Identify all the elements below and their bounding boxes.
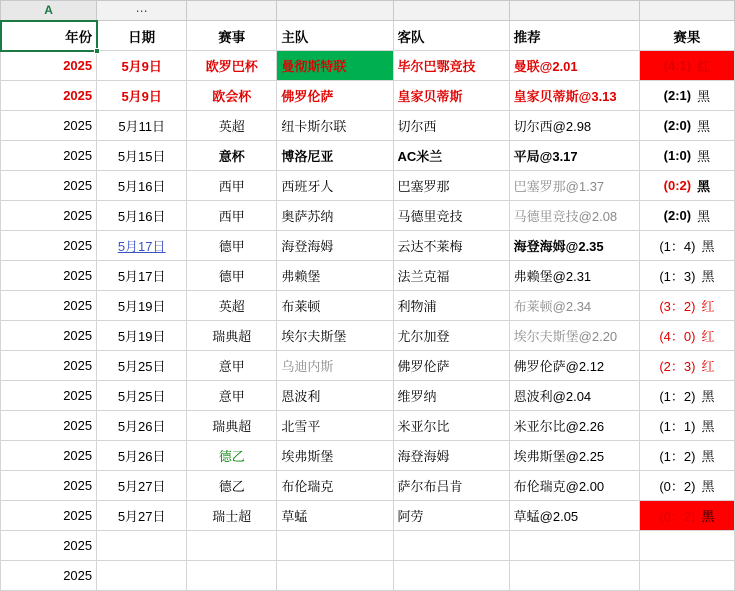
table-row[interactable] [1,381,735,411]
table-row[interactable] [1,231,735,261]
cell-home-team[interactable]: 纽卡斯尔联 [277,111,393,141]
cell-year[interactable]: 2025 [1,501,97,531]
field-header-row [1,21,735,51]
cell-league[interactable]: 德甲 [187,261,277,291]
field-header-a[interactable]: 年份 [1,21,97,51]
cell-away-team[interactable]: AC米兰 [393,141,509,171]
cell-pick[interactable]: 米亚尔比@2.26 [509,411,639,441]
result-score: (1：3) [659,269,696,284]
cell-result[interactable] [639,261,734,291]
cell-year[interactable]: 2025 [1,561,97,591]
cell-home-team[interactable]: 布伦瑞克 [277,471,393,501]
cell-home-team[interactable]: 埃弗斯堡 [277,441,393,471]
table-row[interactable] [1,201,735,231]
cell-away-team[interactable]: 云达不莱梅 [393,231,509,261]
cell-away-team[interactable]: 巴塞罗那 [393,171,509,201]
cell-home-team[interactable]: 佛罗伦萨 [277,81,393,111]
table-row[interactable] [1,291,735,321]
cell-away-team[interactable]: 法兰克福 [393,261,509,291]
cell-year[interactable]: 2025 [1,201,97,231]
cell-year[interactable]: 2025 [1,51,97,81]
cell-league[interactable]: 英超 [187,111,277,141]
column-header-b[interactable]: ⋯ [97,1,187,21]
result-score: (1：2) [659,449,696,464]
cell-result[interactable] [639,561,734,591]
cell-pick[interactable]: 佛罗伦萨@2.12 [509,351,639,381]
cell-away-team[interactable] [393,531,509,561]
result-score: (2:0) [663,118,692,133]
cell-date[interactable]: 5月26日 [97,411,187,441]
cell-away-team[interactable]: 切尔西 [393,111,509,141]
cell-year[interactable]: 2025 [1,351,97,381]
cell-year[interactable]: 2025 [1,261,97,291]
table-row[interactable] [1,561,735,591]
cell-result[interactable] [639,411,734,441]
cell-date[interactable]: 5月11日 [97,111,187,141]
column-header-e[interactable] [393,1,509,21]
cell-pick[interactable]: 曼联@2.01 [509,51,639,81]
result-score: (0：2) [659,479,696,494]
cell-home-team[interactable]: 奥萨苏纳 [277,201,393,231]
cell-home-team[interactable]: 草蜢 [277,501,393,531]
cell-year[interactable]: 2025 [1,441,97,471]
result-outcome: 红 [701,329,715,344]
cell-date[interactable] [97,561,187,591]
cell-year[interactable]: 2025 [1,111,97,141]
cell-home-team[interactable]: 西班牙人 [277,171,393,201]
field-header-e[interactable]: 客队 [393,21,509,51]
cell-date[interactable]: 5月17日 [97,231,187,261]
cell-date[interactable]: 5月9日 [97,81,187,111]
table-row[interactable] [1,411,735,441]
cell-league[interactable] [187,561,277,591]
cell-date[interactable]: 5月15日 [97,141,187,171]
cell-pick[interactable] [509,531,639,561]
cell-selection-handle[interactable] [94,48,100,54]
cell-pick[interactable]: 埃尔夫斯堡@2.20 [509,321,639,351]
cell-away-team[interactable]: 海登海姆 [393,441,509,471]
table-row[interactable] [1,441,735,471]
result-outcome: 黑 [697,89,711,104]
cell-away-team[interactable]: 萨尔布吕肯 [393,471,509,501]
cell-year[interactable]: 2025 [1,321,97,351]
cell-year[interactable]: 2025 [1,231,97,261]
result-outcome: 红 [701,359,715,374]
table-row[interactable] [1,111,735,141]
cell-pick[interactable]: 巴塞罗那@1.37 [509,171,639,201]
result-score: (0:2) [663,178,692,193]
cell-result[interactable] [639,501,734,531]
cell-home-team[interactable]: 布莱顿 [277,291,393,321]
cell-result[interactable] [639,291,734,321]
cell-away-team[interactable]: 毕尔巴鄂竞技 [393,51,509,81]
column-header-d[interactable] [277,1,393,21]
result-outcome: 黑 [701,269,715,284]
cell-pick[interactable]: 恩波利@2.04 [509,381,639,411]
cell-pick[interactable]: 弗赖堡@2.31 [509,261,639,291]
cell-date[interactable]: 5月16日 [97,201,187,231]
column-header-f[interactable] [509,1,639,21]
cell-result[interactable] [639,111,734,141]
cell-date[interactable]: 5月27日 [97,471,187,501]
cell-result[interactable] [639,81,734,111]
field-header-d[interactable]: 主队 [277,21,393,51]
result-outcome: 黑 [701,509,715,524]
table-row[interactable] [1,471,735,501]
cell-year[interactable]: 2025 [1,531,97,561]
cell-pick[interactable]: 平局@3.17 [509,141,639,171]
cell-date[interactable]: 5月19日 [97,321,187,351]
cell-league[interactable]: 欧罗巴杯 [187,51,277,81]
cell-home-team[interactable]: 北雪平 [277,411,393,441]
cell-league[interactable]: 德甲 [187,231,277,261]
result-outcome: 红 [701,299,715,314]
cell-away-team[interactable]: 马德里竞技 [393,201,509,231]
cell-away-team[interactable]: 佛罗伦萨 [393,351,509,381]
cell-league[interactable]: 瑞典超 [187,411,277,441]
cell-year[interactable]: 2025 [1,381,97,411]
result-outcome: 黑 [701,479,715,494]
cell-home-team[interactable]: 埃尔夫斯堡 [277,321,393,351]
result-outcome: 黑 [701,449,715,464]
cell-away-team[interactable]: 阿劳 [393,501,509,531]
cell-league[interactable]: 瑞典超 [187,321,277,351]
column-header-g[interactable] [639,1,734,21]
cell-pick[interactable] [509,561,639,591]
table-row[interactable] [1,531,735,561]
cell-result[interactable] [639,201,734,231]
cell-league[interactable]: 德乙 [187,471,277,501]
cell-home-team[interactable]: 乌迪内斯 [277,351,393,381]
cell-result[interactable] [639,531,734,561]
result-outcome: 黑 [697,119,711,134]
table-row[interactable] [1,321,735,351]
result-score: (1：1) [659,419,696,434]
table-row[interactable] [1,501,735,531]
cell-date[interactable]: 5月19日 [97,291,187,321]
cell-year[interactable]: 2025 [1,411,97,441]
cell-pick[interactable]: 海登海姆@2.35 [509,231,639,261]
result-score: (0：2) [659,509,696,524]
field-header-c[interactable]: 赛事 [187,21,277,51]
cell-year[interactable]: 2025 [1,171,97,201]
cell-result[interactable] [639,381,734,411]
cell-year[interactable]: 2025 [1,81,97,111]
result-score: (2:0) [663,208,692,223]
cell-date[interactable]: 5月25日 [97,351,187,381]
field-header-g[interactable]: 赛果 [639,21,734,51]
cell-result[interactable] [639,321,734,351]
cell-pick[interactable]: 埃弗斯堡@2.25 [509,441,639,471]
cell-date[interactable]: 5月27日 [97,501,187,531]
result-score: (3：2) [659,299,696,314]
cell-date[interactable]: 5月25日 [97,381,187,411]
cell-home-team[interactable]: 曼彻斯特联 [277,51,393,81]
cell-pick[interactable]: 布莱顿@2.34 [509,291,639,321]
result-outcome: 黑 [697,209,711,224]
cell-year[interactable]: 2025 [1,471,97,501]
result-score: (1：4) [659,239,696,254]
cell-date[interactable]: 5月17日 [97,261,187,291]
result-outcome: 黑 [701,239,715,254]
table-row[interactable] [1,261,735,291]
cell-result[interactable] [639,51,734,81]
result-outcome: 黑 [701,419,715,434]
cell-away-team[interactable]: 皇家贝蒂斯 [393,81,509,111]
cell-home-team[interactable]: 海登海姆 [277,231,393,261]
column-header-row [1,1,735,21]
cell-league[interactable]: 西甲 [187,201,277,231]
cell-result[interactable] [639,141,734,171]
table-row[interactable] [1,81,735,111]
result-score: (4:1) [663,58,692,73]
table-row[interactable] [1,51,735,81]
cell-league[interactable]: 意甲 [187,381,277,411]
cell-date[interactable] [97,531,187,561]
cell-away-team[interactable]: 尤尔加登 [393,321,509,351]
cell-pick[interactable]: 切尔西@2.98 [509,111,639,141]
result-score: (2：3) [659,359,696,374]
table-row[interactable] [1,171,735,201]
cell-league[interactable]: 英超 [187,291,277,321]
cell-away-team[interactable]: 维罗纳 [393,381,509,411]
cell-league[interactable]: 欧会杯 [187,81,277,111]
table-row[interactable] [1,351,735,381]
cell-result[interactable] [639,231,734,261]
cell-home-team[interactable]: 弗赖堡 [277,261,393,291]
cell-home-team[interactable]: 博洛尼亚 [277,141,393,171]
cell-league[interactable]: 西甲 [187,171,277,201]
cell-pick[interactable]: 布伦瑞克@2.00 [509,471,639,501]
result-outcome: 黑 [697,179,711,194]
cell-year[interactable]: 2025 [1,141,97,171]
cell-away-team[interactable]: 米亚尔比 [393,411,509,441]
cell-pick[interactable]: 草蜢@2.05 [509,501,639,531]
cell-result[interactable] [639,171,734,201]
cell-league[interactable]: 意甲 [187,351,277,381]
cell-home-team[interactable] [277,531,393,561]
result-score: (1:0) [663,148,692,163]
cell-result[interactable] [639,351,734,381]
result-outcome: 黑 [701,389,715,404]
cell-date[interactable]: 5月16日 [97,171,187,201]
cell-pick[interactable]: 马德里竞技@2.08 [509,201,639,231]
cell-league[interactable]: 意杯 [187,141,277,171]
cell-home-team[interactable] [277,561,393,591]
cell-date[interactable]: 5月9日 [97,51,187,81]
cell-home-team[interactable]: 恩波利 [277,381,393,411]
field-header-b[interactable]: 日期 [97,21,187,51]
field-header-f[interactable]: 推荐 [509,21,639,51]
cell-away-team[interactable]: 利物浦 [393,291,509,321]
result-outcome: 红 [697,59,711,74]
cell-league[interactable]: 瑞士超 [187,501,277,531]
cell-result[interactable] [639,471,734,501]
column-header-c[interactable] [187,1,277,21]
result-score: (2:1) [663,88,692,103]
column-header-a[interactable]: A [1,1,97,21]
cell-year[interactable]: 2025 [1,291,97,321]
result-score: (4：0) [659,329,696,344]
cell-away-team[interactable] [393,561,509,591]
result-outcome: 黑 [697,149,711,164]
cell-date[interactable]: 5月26日 [97,441,187,471]
cell-result[interactable] [639,441,734,471]
result-score: (1：2) [659,389,696,404]
table-row[interactable] [1,141,735,171]
cell-pick[interactable]: 皇家贝蒂斯@3.13 [509,81,639,111]
cell-league[interactable]: 德乙 [187,441,277,471]
cell-league[interactable] [187,531,277,561]
